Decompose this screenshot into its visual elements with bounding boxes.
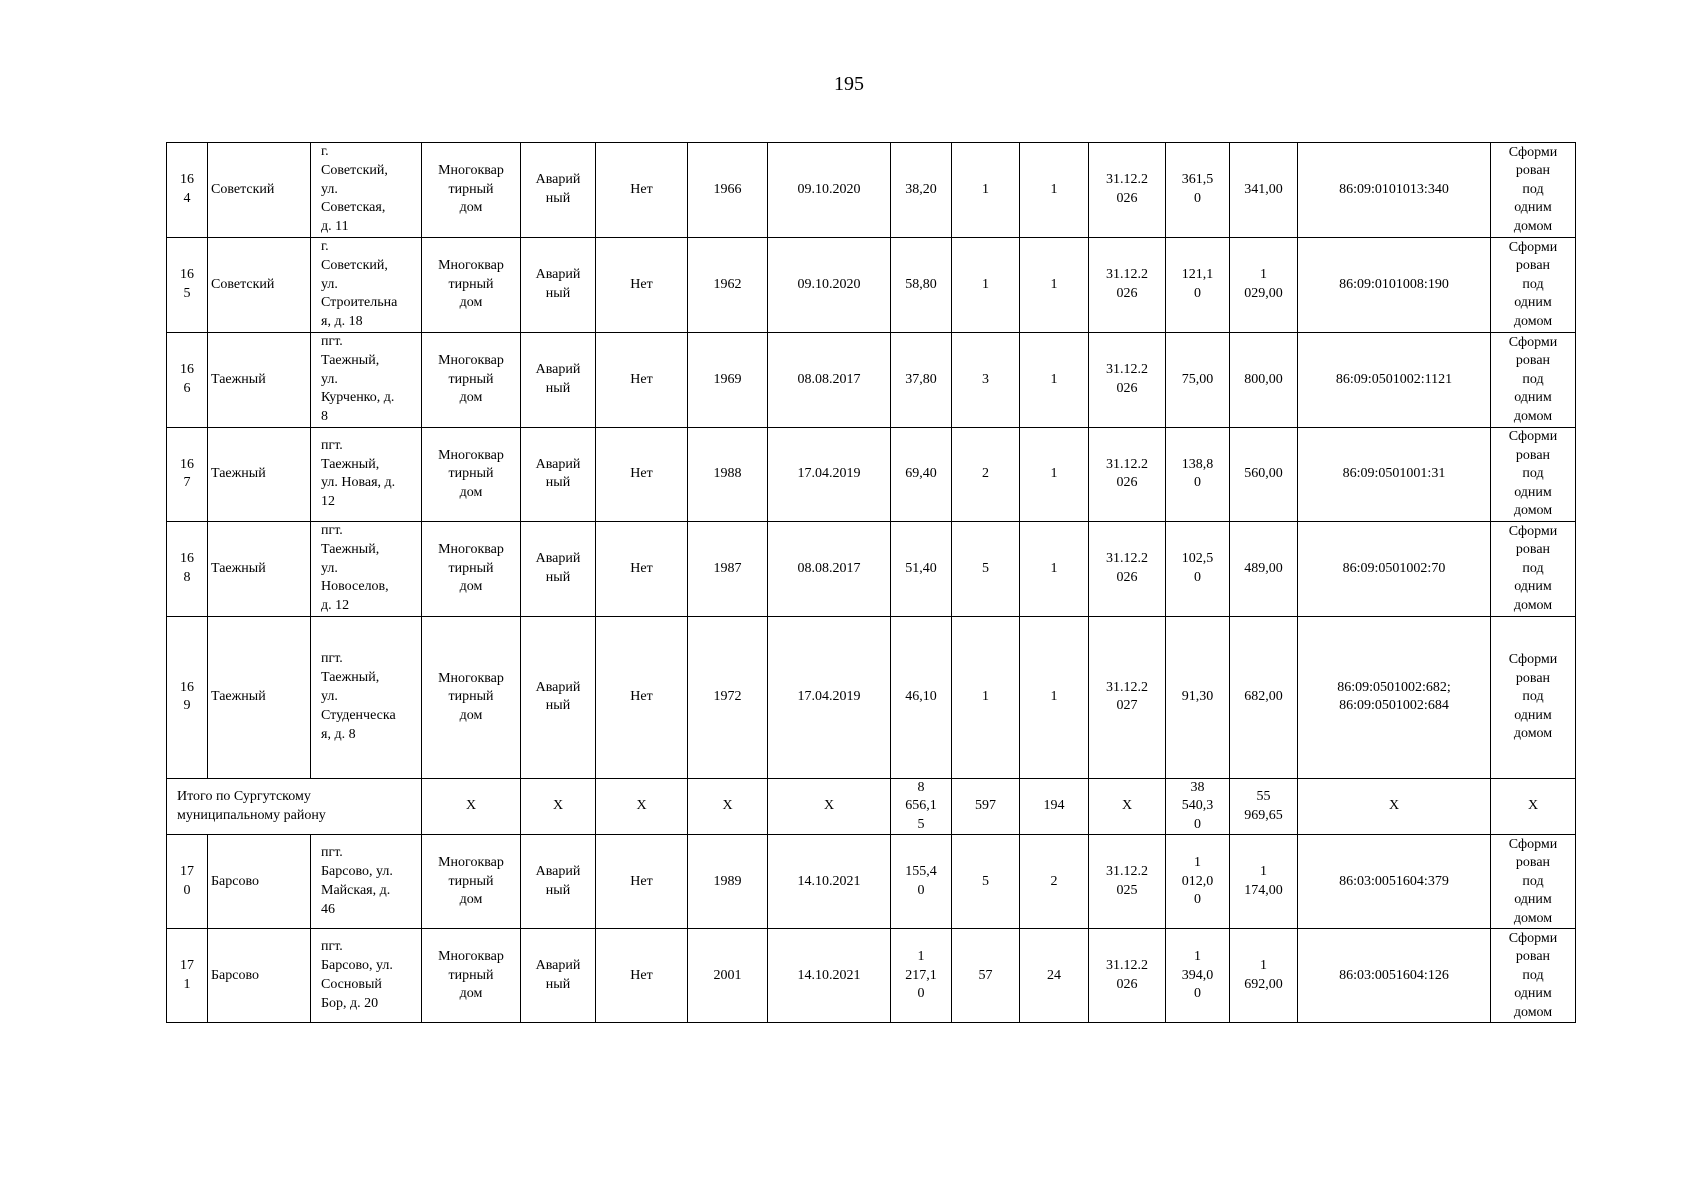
year-built: 1962 bbox=[688, 237, 768, 332]
count-2: 1 bbox=[1020, 332, 1089, 427]
count-2: 1 bbox=[1020, 237, 1089, 332]
recognition-date: 08.08.2017 bbox=[768, 521, 891, 616]
locality: Таежный bbox=[208, 332, 311, 427]
total-deadline: X bbox=[1089, 778, 1166, 835]
total-label: Итого по Сургутскому муниципальному району bbox=[167, 778, 422, 835]
flag: Нет bbox=[596, 427, 688, 521]
row-number: 16 8 bbox=[167, 521, 208, 616]
address: пгт. Барсово, ул. Сосновый Бор, д. 20 bbox=[311, 929, 422, 1023]
cadastral-number: 86:03:0051604:379 bbox=[1298, 835, 1491, 929]
row-number: 17 1 bbox=[167, 929, 208, 1023]
building-status: Аварий ный bbox=[521, 143, 596, 238]
total-type: X bbox=[422, 778, 521, 835]
deadline: 31.12.2 026 bbox=[1089, 332, 1166, 427]
count-1: 3 bbox=[952, 332, 1020, 427]
area: 51,40 bbox=[891, 521, 952, 616]
area: 46,10 bbox=[891, 616, 952, 778]
year-built: 1987 bbox=[688, 521, 768, 616]
total-area: 8 656,1 5 bbox=[891, 778, 952, 835]
building-status: Аварий ный bbox=[521, 616, 596, 778]
address: пгт. Таежный, ул. Студенческа я, д. 8 bbox=[311, 616, 422, 778]
value-2: 800,00 bbox=[1230, 332, 1298, 427]
note: Сформи рован под одним домом bbox=[1491, 929, 1576, 1023]
table-row bbox=[167, 237, 1576, 332]
locality: Советский bbox=[208, 143, 311, 238]
area: 155,4 0 bbox=[891, 835, 952, 929]
value-1: 102,5 0 bbox=[1166, 521, 1230, 616]
row-number: 16 7 bbox=[167, 427, 208, 521]
cadastral-number: 86:09:0501002:1121 bbox=[1298, 332, 1491, 427]
cadastral-number: 86:09:0501001:31 bbox=[1298, 427, 1491, 521]
locality: Таежный bbox=[208, 427, 311, 521]
area: 38,20 bbox=[891, 143, 952, 238]
year-built: 1989 bbox=[688, 835, 768, 929]
value-1: 121,1 0 bbox=[1166, 237, 1230, 332]
locality: Таежный bbox=[208, 616, 311, 778]
count-2: 1 bbox=[1020, 143, 1089, 238]
value-2: 1 692,00 bbox=[1230, 929, 1298, 1023]
building-type: Многоквар тирный дом bbox=[422, 237, 521, 332]
building-type: Многоквар тирный дом bbox=[422, 929, 521, 1023]
table-row bbox=[167, 835, 1576, 929]
address: г. Советский, ул. Строительна я, д. 18 bbox=[311, 237, 422, 332]
count-1: 1 bbox=[952, 237, 1020, 332]
area: 1 217,1 0 bbox=[891, 929, 952, 1023]
count-1: 57 bbox=[952, 929, 1020, 1023]
building-status: Аварий ный bbox=[521, 237, 596, 332]
flag: Нет bbox=[596, 143, 688, 238]
value-2: 560,00 bbox=[1230, 427, 1298, 521]
value-2: 1 029,00 bbox=[1230, 237, 1298, 332]
building-status: Аварий ный bbox=[521, 332, 596, 427]
recognition-date: 09.10.2020 bbox=[768, 143, 891, 238]
flag: Нет bbox=[596, 616, 688, 778]
address: пгт. Барсово, ул. Майская, д. 46 bbox=[311, 835, 422, 929]
total-value-1: 38 540,3 0 bbox=[1166, 778, 1230, 835]
table-row bbox=[167, 929, 1576, 1023]
note: Сформи рован под одним домом bbox=[1491, 427, 1576, 521]
year-built: 2001 bbox=[688, 929, 768, 1023]
recognition-date: 08.08.2017 bbox=[768, 332, 891, 427]
note: Сформи рован под одним домом bbox=[1491, 616, 1576, 778]
total-note: X bbox=[1491, 778, 1576, 835]
flag: Нет bbox=[596, 237, 688, 332]
flag: Нет bbox=[596, 332, 688, 427]
value-1: 1 394,0 0 bbox=[1166, 929, 1230, 1023]
table-row bbox=[167, 616, 1576, 778]
deadline: 31.12.2 026 bbox=[1089, 521, 1166, 616]
flag: Нет bbox=[596, 929, 688, 1023]
total-cadastral: X bbox=[1298, 778, 1491, 835]
cadastral-number: 86:09:0501002:682; 86:09:0501002:684 bbox=[1298, 616, 1491, 778]
recognition-date: 17.04.2019 bbox=[768, 427, 891, 521]
area: 69,40 bbox=[891, 427, 952, 521]
total-year: X bbox=[688, 778, 768, 835]
row-number: 16 6 bbox=[167, 332, 208, 427]
building-type: Многоквар тирный дом bbox=[422, 332, 521, 427]
cadastral-number: 86:09:0101008:190 bbox=[1298, 237, 1491, 332]
row-number: 16 4 bbox=[167, 143, 208, 238]
address: пгт. Таежный, ул. Курченко, д. 8 bbox=[311, 332, 422, 427]
note: Сформи рован под одним домом bbox=[1491, 521, 1576, 616]
housing-registry-table bbox=[166, 142, 1576, 1023]
value-1: 75,00 bbox=[1166, 332, 1230, 427]
cadastral-number: 86:03:0051604:126 bbox=[1298, 929, 1491, 1023]
recognition-date: 14.10.2021 bbox=[768, 835, 891, 929]
page-number: 195 bbox=[834, 73, 864, 95]
flag: Нет bbox=[596, 521, 688, 616]
deadline: 31.12.2 026 bbox=[1089, 929, 1166, 1023]
building-type: Многоквар тирный дом bbox=[422, 835, 521, 929]
year-built: 1969 bbox=[688, 332, 768, 427]
row-number: 16 9 bbox=[167, 616, 208, 778]
value-2: 682,00 bbox=[1230, 616, 1298, 778]
count-1: 5 bbox=[952, 521, 1020, 616]
locality: Барсово bbox=[208, 929, 311, 1023]
note: Сформи рован под одним домом bbox=[1491, 143, 1576, 238]
building-status: Аварий ный bbox=[521, 521, 596, 616]
count-1: 2 bbox=[952, 427, 1020, 521]
count-2: 24 bbox=[1020, 929, 1089, 1023]
count-1: 5 bbox=[952, 835, 1020, 929]
value-2: 341,00 bbox=[1230, 143, 1298, 238]
table-row bbox=[167, 332, 1576, 427]
building-type: Многоквар тирный дом bbox=[422, 521, 521, 616]
deadline: 31.12.2 027 bbox=[1089, 616, 1166, 778]
value-1: 91,30 bbox=[1166, 616, 1230, 778]
year-built: 1972 bbox=[688, 616, 768, 778]
locality: Советский bbox=[208, 237, 311, 332]
note: Сформи рован под одним домом bbox=[1491, 332, 1576, 427]
count-2: 1 bbox=[1020, 616, 1089, 778]
recognition-date: 17.04.2019 bbox=[768, 616, 891, 778]
locality: Таежный bbox=[208, 521, 311, 616]
total-date: X bbox=[768, 778, 891, 835]
year-built: 1966 bbox=[688, 143, 768, 238]
total-status: X bbox=[521, 778, 596, 835]
value-1: 361,5 0 bbox=[1166, 143, 1230, 238]
value-1: 1 012,0 0 bbox=[1166, 835, 1230, 929]
area: 37,80 bbox=[891, 332, 952, 427]
value-2: 489,00 bbox=[1230, 521, 1298, 616]
count-1: 1 bbox=[952, 616, 1020, 778]
deadline: 31.12.2 026 bbox=[1089, 427, 1166, 521]
value-1: 138,8 0 bbox=[1166, 427, 1230, 521]
count-2: 1 bbox=[1020, 427, 1089, 521]
total-count-1: 597 bbox=[952, 778, 1020, 835]
note: Сформи рован под одним домом bbox=[1491, 237, 1576, 332]
table-row bbox=[167, 521, 1576, 616]
address: пгт. Таежный, ул. Новоселов, д. 12 bbox=[311, 521, 422, 616]
count-1: 1 bbox=[952, 143, 1020, 238]
cadastral-number: 86:09:0101013:340 bbox=[1298, 143, 1491, 238]
count-2: 1 bbox=[1020, 521, 1089, 616]
cadastral-number: 86:09:0501002:70 bbox=[1298, 521, 1491, 616]
deadline: 31.12.2 026 bbox=[1089, 237, 1166, 332]
building-status: Аварий ный bbox=[521, 835, 596, 929]
recognition-date: 09.10.2020 bbox=[768, 237, 891, 332]
flag: Нет bbox=[596, 835, 688, 929]
building-type: Многоквар тирный дом bbox=[422, 616, 521, 778]
year-built: 1988 bbox=[688, 427, 768, 521]
building-status: Аварий ный bbox=[521, 427, 596, 521]
row-number: 16 5 bbox=[167, 237, 208, 332]
area: 58,80 bbox=[891, 237, 952, 332]
count-2: 2 bbox=[1020, 835, 1089, 929]
total-value-2: 55 969,65 bbox=[1230, 778, 1298, 835]
value-2: 1 174,00 bbox=[1230, 835, 1298, 929]
building-type: Многоквар тирный дом bbox=[422, 143, 521, 238]
note: Сформи рован под одним домом bbox=[1491, 835, 1576, 929]
deadline: 31.12.2 026 bbox=[1089, 143, 1166, 238]
total-count-2: 194 bbox=[1020, 778, 1089, 835]
total-row bbox=[167, 778, 1576, 835]
deadline: 31.12.2 025 bbox=[1089, 835, 1166, 929]
recognition-date: 14.10.2021 bbox=[768, 929, 891, 1023]
locality: Барсово bbox=[208, 835, 311, 929]
address: г. Советский, ул. Советская, д. 11 bbox=[311, 143, 422, 238]
table-row bbox=[167, 143, 1576, 238]
building-status: Аварий ный bbox=[521, 929, 596, 1023]
total-flag: X bbox=[596, 778, 688, 835]
address: пгт. Таежный, ул. Новая, д. 12 bbox=[311, 427, 422, 521]
building-type: Многоквар тирный дом bbox=[422, 427, 521, 521]
row-number: 17 0 bbox=[167, 835, 208, 929]
table-row bbox=[167, 427, 1576, 521]
